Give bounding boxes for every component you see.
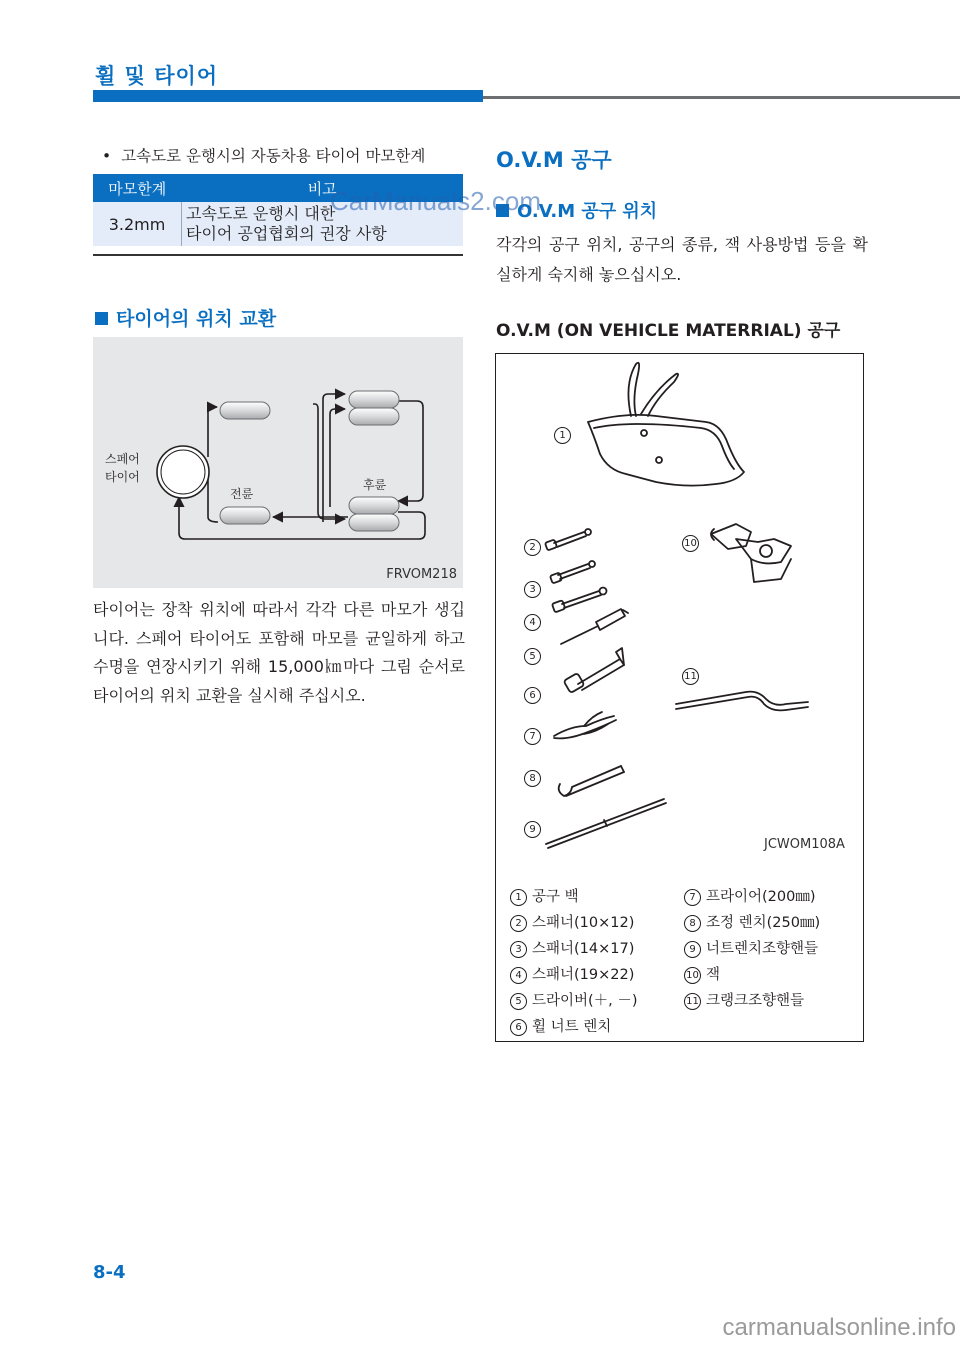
watermark-bottom: carmanualsonline.info [722,1314,956,1341]
wear-limit-value: 3.2mm [93,202,182,246]
bullet-dot-icon: • [102,147,112,165]
list-item: 2 스패너(10×12) [510,911,634,932]
tire-rotation-diagram [93,337,463,588]
callout-4: 4 [524,614,541,631]
rear-label: 후륜 [363,478,387,492]
list-item: 3 스패너(14×17) [510,937,634,958]
adjustable-wrench-icon [559,766,624,796]
wear-limit-bullet [102,144,425,166]
rotation-body: 타이어는 장착 위치에 따라서 각각 다른 마모가 생깁니다. 스페어 타이어도 포함해 마모를 균일하게 하고 수명을 연장시키기 위해 15,000㎞마다 그림 순서로 타이어의 위치 교환을 실시해 주십시오. [93,600,465,705]
ovm-subheading-text: O.V.M 공구 위치 [517,201,658,222]
ovm-description: 각각의 공구 위치, 공구의 종류, 잭 사용방법 등을 확실하게 숙지해 놓으십시오. [496,235,868,284]
square-bullet-icon [95,312,108,325]
tire-rotation-figure [93,337,463,588]
crank-handle-icon [676,692,808,711]
list-item: 6 휠 너트 렌치 [510,1015,611,1036]
table-bottom-rule [93,254,463,256]
callout-5: 5 [524,648,541,665]
list-item: 4 스패너(19×22) [510,963,634,984]
ovm-tools-heading: O.V.M (ON VEHICLE MATERRIAL) 공구 [496,321,841,341]
callout-11: 11 [682,668,699,685]
header-rule [483,96,960,99]
jack-icon [711,524,791,582]
screwdriver-icon [561,609,628,644]
wear-limit-note-line2: 타이어 공업협회의 권장 사항 [186,224,387,243]
pliers-icon [554,712,616,738]
wear-limit-bullet-text: 고속도로 운행시의 자동차용 타이어 마모한계 [121,147,426,165]
header-bar [93,90,483,102]
tool-bag-icon [588,363,744,486]
page-number: 8-4 [93,1262,126,1283]
list-item: 5 드라이버(＋, －) [510,989,638,1010]
spanner-10x12-icon [545,529,591,550]
ovm-title: O.V.M 공구 [496,148,612,172]
ovm-tools-figure [495,353,864,1042]
spare-label-line2: 타이어 [105,470,140,484]
callout-8: 8 [524,770,541,787]
rotation-figure-code: FRVOM218 [386,567,457,582]
callout-2: 2 [524,539,541,556]
tools-figure-code: JCWOM108A [764,837,845,852]
list-item: 10 잭 [684,963,720,984]
callout-3: 3 [524,581,541,598]
front-tire-bottom-icon [220,507,270,524]
callout-9: 9 [524,821,541,838]
wheel-nut-wrench-icon [564,648,624,693]
rotation-heading-text: 타이어의 위치 교환 [116,308,277,330]
spare-tire-icon [157,446,209,498]
spare-label-line1: 스페어 [105,452,140,466]
callout-7: 7 [524,728,541,745]
front-label: 전륜 [230,487,254,501]
header-title: 휠 및 타이어 [95,64,219,88]
watermark-top: CarManuals2.com [330,186,541,216]
list-item: 7 프라이어(200㎜) [684,885,816,906]
rear-tire-4-icon [349,514,399,531]
rotation-heading [95,304,276,331]
wear-limit-note-line1: 고속도로 운행시 대한 [186,204,336,223]
callout-1: 1 [554,427,571,444]
spanner-19x22-icon [552,588,607,613]
ovm-tools-illustration [496,354,863,864]
column-header-note: 비고 [182,174,464,202]
callout-10: 10 [682,535,699,552]
list-item: 8 조정 렌치(250㎜) [684,911,820,932]
rear-tire-3-icon [349,497,399,514]
list-item: 9 너트렌치조향핸들 [684,937,818,958]
front-tire-top-icon [220,402,270,419]
column-header-limit: 마모한계 [93,174,182,202]
callout-6: 6 [524,687,541,704]
rear-tire-1-icon [349,391,399,408]
list-item: 11 크랭크조향핸들 [684,989,804,1010]
list-item: 1 공구 백 [510,885,579,906]
nut-wrench-handle-icon [546,799,666,848]
rear-tire-2-icon [349,408,399,425]
spanner-14x17-icon [550,561,595,583]
